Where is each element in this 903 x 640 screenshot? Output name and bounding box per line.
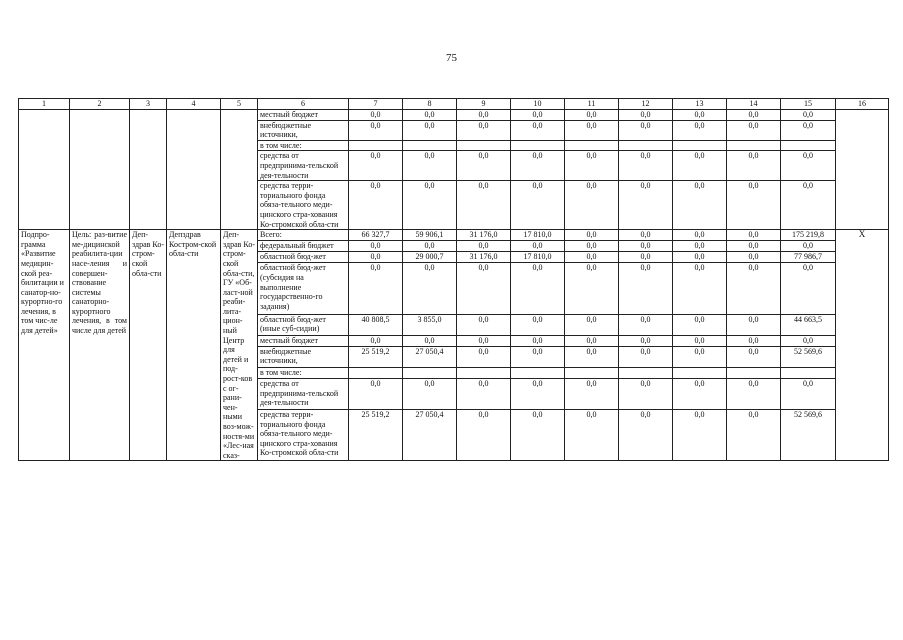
value-cell: 0,0 (673, 252, 727, 263)
value-cell: 0,0 (565, 314, 619, 335)
value-cell: 0,0 (673, 378, 727, 409)
value-cell: 0,0 (565, 241, 619, 252)
value-cell: 0,0 (403, 378, 457, 409)
value-cell: 0,0 (565, 151, 619, 181)
column-header: 7 (349, 99, 403, 110)
value-cell (673, 140, 727, 151)
empty-space (405, 141, 454, 150)
value-cell (619, 367, 673, 378)
value-cell: 0,0 (511, 120, 565, 140)
budget-table-body (19, 99, 889, 461)
value-cell: 0,0 (673, 263, 727, 314)
value-cell: 0,0 (727, 314, 781, 335)
empty-space (351, 368, 400, 377)
value-cell: 0,0 (403, 335, 457, 346)
value-cell: 0,0 (349, 263, 403, 314)
value-cell (781, 367, 836, 378)
value-cell: 0,0 (349, 335, 403, 346)
value-cell: 0,0 (403, 181, 457, 230)
value-cell: 0,0 (619, 410, 673, 461)
funding-source: в том числе: (258, 367, 349, 378)
value-cell (349, 367, 403, 378)
empty-space (729, 141, 778, 150)
column-number-row (19, 99, 889, 110)
value-cell (349, 140, 403, 151)
value-cell: 0,0 (619, 252, 673, 263)
empty-space (783, 141, 833, 150)
value-cell: 0,0 (565, 230, 619, 241)
value-cell: 0,0 (619, 151, 673, 181)
value-cell: 0,0 (511, 151, 565, 181)
value-cell: 0,0 (619, 346, 673, 367)
page-number: 75 (446, 52, 457, 64)
value-cell: 0,0 (511, 263, 565, 314)
value-cell: 0,0 (727, 346, 781, 367)
value-cell: 0,0 (781, 263, 836, 314)
empty-space (567, 141, 616, 150)
value-cell: 0,0 (457, 314, 511, 335)
value-cell: 0,0 (349, 241, 403, 252)
funding-source: средства от предпринима-тельской дея-тельности (258, 151, 349, 181)
value-cell: 0,0 (727, 120, 781, 140)
value-cell: 0,0 (781, 151, 836, 181)
value-cell: 0,0 (673, 335, 727, 346)
column-header: 16 (836, 99, 889, 110)
value-cell: 0,0 (349, 252, 403, 263)
value-cell: 0,0 (727, 230, 781, 241)
empty-space (459, 368, 508, 377)
funding-source: средства терри-ториального фонда обяза-тельного меди-цинского стра-хования Ко-стромской обла-сти (258, 181, 349, 230)
table-row (19, 110, 889, 121)
value-cell: 0,0 (349, 151, 403, 181)
blank-cell (221, 110, 258, 230)
empty-space (621, 368, 670, 377)
value-cell: 0,0 (727, 263, 781, 314)
value-cell: 0,0 (727, 151, 781, 181)
value-cell: 44 663,5 (781, 314, 836, 335)
value-cell: 0,0 (727, 410, 781, 461)
value-cell: 0,0 (457, 120, 511, 140)
value-cell: 0,0 (727, 252, 781, 263)
value-cell: 3 855,0 (403, 314, 457, 335)
value-cell (565, 367, 619, 378)
value-cell: 0,0 (403, 151, 457, 181)
column-header: 1 (19, 99, 70, 110)
value-cell: 0,0 (781, 335, 836, 346)
value-cell: 66 327,7 (349, 230, 403, 241)
value-cell: 17 810,0 (511, 252, 565, 263)
column-header: 5 (221, 99, 258, 110)
value-cell: 0,0 (727, 335, 781, 346)
column-header: 11 (565, 99, 619, 110)
empty-space (459, 141, 508, 150)
value-cell: 25 519,2 (349, 346, 403, 367)
empty-space (513, 141, 562, 150)
value-cell: 0,0 (457, 378, 511, 409)
column-header: 8 (403, 99, 457, 110)
value-cell: 0,0 (511, 241, 565, 252)
empty-space (513, 368, 562, 377)
value-cell: 0,0 (457, 151, 511, 181)
value-cell: 0,0 (403, 263, 457, 314)
funding-source: Всего: (258, 230, 349, 241)
value-cell: 0,0 (619, 314, 673, 335)
value-cell: 0,0 (619, 378, 673, 409)
value-cell: 0,0 (673, 120, 727, 140)
value-cell: 31 176,0 (457, 230, 511, 241)
blank-cell (167, 110, 221, 230)
value-cell: 0,0 (403, 110, 457, 121)
responsible-executor: Деп-здрав Ко-стром-ской обла-сти (130, 230, 167, 461)
value-cell: 0,0 (565, 120, 619, 140)
value-cell: 0,0 (565, 181, 619, 230)
column-header: 3 (130, 99, 167, 110)
value-cell: 0,0 (619, 335, 673, 346)
column-header: 15 (781, 99, 836, 110)
value-cell (403, 367, 457, 378)
value-cell: 0,0 (457, 110, 511, 121)
value-cell: 59 906,1 (403, 230, 457, 241)
value-cell: 0,0 (781, 378, 836, 409)
empty-space (621, 141, 670, 150)
value-cell: 0,0 (349, 181, 403, 230)
value-cell: 0,0 (511, 346, 565, 367)
funding-source: в том числе: (258, 140, 349, 151)
funding-source: средства от предпринима-тельской дея-тельности (258, 378, 349, 409)
funding-source: областной бюд-жет (субсидия на выполнение государственно-го задания) (258, 263, 349, 314)
value-cell: 0,0 (511, 181, 565, 230)
blank-cell (130, 110, 167, 230)
value-cell: 0,0 (781, 241, 836, 252)
column-header: 6 (258, 99, 349, 110)
value-cell: 0,0 (511, 410, 565, 461)
co-executors: Деп-здрав Ко-стром-ской обла-сти, ГУ «Об-ласт-ной реаби-лита-цион-ный Центр для детей и под-рост-ков с ог-рани-чен-ными воз-мож-ностя-ми «Лес-ная сказ- (221, 230, 258, 461)
value-cell: 0,0 (565, 410, 619, 461)
column-header: 4 (167, 99, 221, 110)
column-header: 2 (70, 99, 130, 110)
value-cell: 0,0 (565, 263, 619, 314)
value-cell: 40 808,5 (349, 314, 403, 335)
empty-space (675, 141, 724, 150)
value-cell (457, 367, 511, 378)
result-mark: X (836, 230, 889, 461)
value-cell: 0,0 (565, 346, 619, 367)
value-cell (511, 367, 565, 378)
value-cell: 0,0 (673, 241, 727, 252)
subprogram-name: Подпро-грамма «Развитие медицин-ской реа-билитации и санатор-но-курортно-го лечения, в том чис-ле для детей» (19, 230, 70, 461)
empty-space (567, 368, 616, 377)
value-cell: 0,0 (619, 110, 673, 121)
value-cell: 0,0 (565, 252, 619, 263)
value-cell: 0,0 (781, 110, 836, 121)
value-cell (511, 140, 565, 151)
value-cell: 0,0 (349, 110, 403, 121)
value-cell: 0,0 (565, 378, 619, 409)
value-cell: 0,0 (565, 110, 619, 121)
value-cell: 52 569,6 (781, 410, 836, 461)
value-cell: 0,0 (673, 110, 727, 121)
value-cell: 17 810,0 (511, 230, 565, 241)
value-cell: 0,0 (673, 181, 727, 230)
column-header: 14 (727, 99, 781, 110)
empty-space (729, 368, 778, 377)
value-cell: 0,0 (673, 151, 727, 181)
empty-space (351, 141, 400, 150)
value-cell (619, 140, 673, 151)
funding-source: внебюджетные источники, (258, 346, 349, 367)
value-cell: 29 000,7 (403, 252, 457, 263)
value-cell: 0,0 (727, 241, 781, 252)
empty-space (675, 368, 724, 377)
value-cell: 0,0 (565, 335, 619, 346)
value-cell (727, 367, 781, 378)
value-cell: 0,0 (781, 181, 836, 230)
empty-space (405, 368, 454, 377)
funding-source: областной бюд-жет (258, 252, 349, 263)
value-cell: 0,0 (457, 346, 511, 367)
value-cell: 0,0 (457, 335, 511, 346)
value-cell (457, 140, 511, 151)
chief-administrator: Депздрав Костром-ской обла-сти (167, 230, 221, 461)
value-cell: 0,0 (511, 378, 565, 409)
table-row (19, 230, 889, 241)
value-cell (673, 367, 727, 378)
value-cell: 0,0 (457, 263, 511, 314)
funding-source: местный бюджет (258, 110, 349, 121)
funding-source: местный бюджет (258, 335, 349, 346)
value-cell: 25 519,2 (349, 410, 403, 461)
funding-source: средства терри-ториального фонда обяза-тельного меди-цинского стра-хования Ко-стромской обла-сти (258, 410, 349, 461)
funding-source: федеральный бюджет (258, 241, 349, 252)
empty-space (783, 368, 833, 377)
value-cell: 52 569,6 (781, 346, 836, 367)
value-cell: 0,0 (349, 378, 403, 409)
column-header: 10 (511, 99, 565, 110)
funding-source: внебюджетные источники, (258, 120, 349, 140)
value-cell: 0,0 (781, 120, 836, 140)
value-cell: 0,0 (619, 120, 673, 140)
value-cell: 0,0 (619, 230, 673, 241)
value-cell (403, 140, 457, 151)
blank-cell (836, 110, 889, 230)
blank-cell (70, 110, 130, 230)
value-cell (727, 140, 781, 151)
value-cell: 77 986,7 (781, 252, 836, 263)
value-cell: 0,0 (673, 314, 727, 335)
value-cell: 175 219,8 (781, 230, 836, 241)
value-cell: 0,0 (349, 120, 403, 140)
value-cell: 0,0 (619, 263, 673, 314)
column-header: 12 (619, 99, 673, 110)
value-cell: 0,0 (673, 346, 727, 367)
budget-table (18, 98, 889, 461)
value-cell: 0,0 (511, 335, 565, 346)
value-cell: 0,0 (457, 241, 511, 252)
value-cell: 0,0 (727, 110, 781, 121)
value-cell: 31 176,0 (457, 252, 511, 263)
funding-source: областной бюд-жет (иные суб-сидии) (258, 314, 349, 335)
blank-cell (19, 110, 70, 230)
column-header: 9 (457, 99, 511, 110)
value-cell: 0,0 (619, 241, 673, 252)
value-cell (781, 140, 836, 151)
value-cell: 27 050,4 (403, 410, 457, 461)
value-cell: 0,0 (727, 181, 781, 230)
value-cell: 0,0 (619, 181, 673, 230)
value-cell: 0,0 (511, 110, 565, 121)
value-cell: 0,0 (673, 410, 727, 461)
value-cell (565, 140, 619, 151)
value-cell: 0,0 (727, 378, 781, 409)
value-cell: 0,0 (457, 181, 511, 230)
subprogram-goal: Цель: раз-витие ме-дицинской реабилита-ции насе-ления и совершен-ствование системы санаторно-курортного лечения, в том числе для детей (70, 230, 130, 461)
column-header: 13 (673, 99, 727, 110)
value-cell: 0,0 (403, 120, 457, 140)
value-cell: 0,0 (673, 230, 727, 241)
value-cell: 27 050,4 (403, 346, 457, 367)
value-cell: 0,0 (511, 314, 565, 335)
value-cell: 0,0 (457, 410, 511, 461)
value-cell: 0,0 (403, 241, 457, 252)
